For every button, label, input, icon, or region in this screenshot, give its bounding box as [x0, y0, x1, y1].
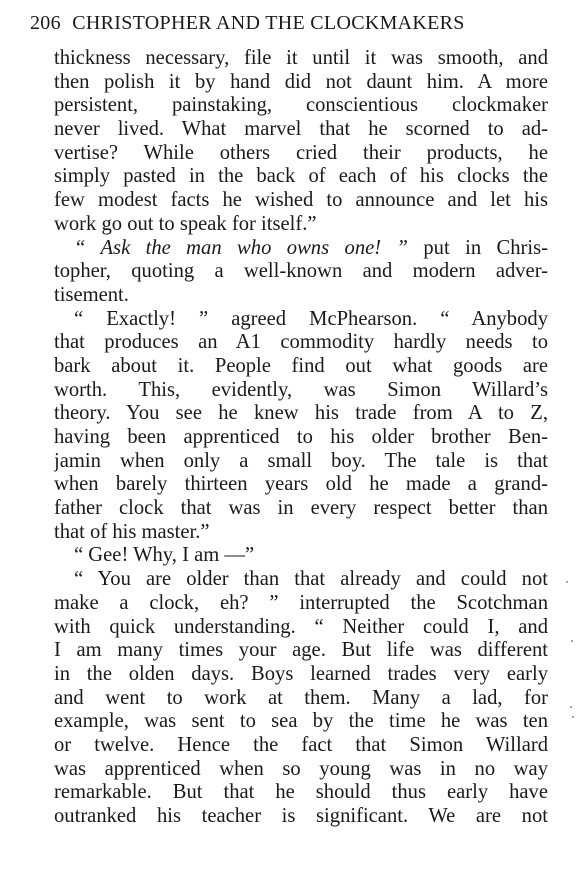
text-line [54, 237, 548, 261]
line-text: I am many times your age. But life was different [54, 639, 548, 662]
line-text: make a clock, eh? ” interrupted the Scotchman [54, 591, 548, 614]
text-line [54, 592, 548, 616]
text-line [54, 473, 548, 497]
text-line [54, 687, 548, 711]
line-text: was apprenticed when so young was in no way [54, 757, 548, 780]
line-text: few modest facts he wished to announce and let his [54, 189, 548, 212]
text-line [54, 639, 548, 663]
text-line [54, 781, 548, 805]
line-text: remarkable. But that he should thus early have [54, 781, 548, 804]
italic-quote: “ Ask the man who owns one! ” [74, 236, 408, 259]
line-text: put in Chris- [407, 236, 548, 259]
line-text: tisement. [54, 283, 129, 306]
text-line [54, 189, 548, 213]
line-text: having been apprenticed to his older brother Ben- [54, 426, 548, 448]
line-text: then polish it by hand did not daunt him. A more [54, 70, 548, 93]
text-line [54, 284, 548, 308]
text-line [54, 805, 548, 829]
text-line [54, 521, 548, 545]
line-text: persistent, painstaking, conscientious clockmaker [54, 94, 548, 117]
text-line [54, 450, 548, 474]
body-text [54, 47, 548, 829]
text-line [54, 94, 548, 118]
print-speck [572, 716, 574, 718]
print-speck [570, 706, 572, 708]
line-text: that of his master.” [54, 520, 210, 543]
text-line [54, 758, 548, 782]
running-head [30, 12, 550, 35]
text-line [54, 260, 548, 284]
line-text: when barely thirteen years old he made a grand- [54, 473, 548, 496]
line-text: work go out to speak for itself.” [54, 212, 317, 235]
text-line [54, 497, 548, 521]
page-number: 206 [30, 12, 61, 34]
text-line [54, 355, 548, 379]
text-line [54, 142, 548, 166]
line-text: topher, quoting a well-known and modern adver- [54, 260, 548, 283]
line-text: “ You are older than that already and could not [74, 568, 548, 591]
text-line [54, 71, 548, 95]
line-text: bark about it. People find out what goods are [54, 354, 548, 377]
line-text: never lived. What marvel that he scorned to ad- [54, 118, 548, 141]
print-speck [566, 581, 568, 583]
line-text: “ Gee! Why, I am —” [74, 544, 255, 567]
line-text: “ Exactly! ” agreed McPhearson. “ Anybody [74, 307, 548, 330]
line-text: outranked his teacher is significant. We are not [54, 805, 548, 827]
line-text: worth. This, evidently, was Simon Willard’s [54, 378, 548, 401]
line-text: vertise? While others cried their products, he [54, 141, 548, 164]
text-line [54, 331, 548, 355]
line-text: and went to work at them. Many a lad, for [54, 686, 548, 709]
text-line [54, 710, 548, 734]
print-speck [571, 640, 573, 642]
line-text: jamin when only a small boy. The tale is that [54, 449, 548, 472]
text-line [54, 165, 548, 189]
line-text: or twelve. Hence the fact that Simon Willard [54, 733, 548, 756]
text-line [54, 213, 548, 237]
line-text: thickness necessary, file it until it was smooth, and [54, 47, 548, 69]
line-text: simply pasted in the back of each of his clocks the [54, 165, 548, 188]
text-line [54, 663, 548, 687]
text-line [54, 616, 548, 640]
text-line [54, 118, 548, 142]
text-line [54, 47, 548, 71]
text-line [54, 426, 548, 450]
text-line [54, 568, 548, 592]
line-text: that produces an A1 commodity hardly needs to [54, 331, 548, 354]
line-text: father clock that was in every respect better than [54, 497, 548, 520]
text-line [54, 544, 548, 568]
running-title: CHRISTOPHER AND THE CLOCKMAKERS [72, 12, 465, 34]
line-text: in the olden days. Boys learned trades very early [54, 662, 548, 685]
line-text: with quick understanding. “ Neither could I, and [54, 615, 548, 638]
text-line [54, 734, 548, 758]
text-line [54, 402, 548, 426]
line-text: theory. You see he knew his trade from A to Z, [54, 402, 548, 425]
text-line [54, 379, 548, 403]
line-text: example, was sent to sea by the time he was ten [54, 710, 548, 733]
text-line [54, 308, 548, 332]
